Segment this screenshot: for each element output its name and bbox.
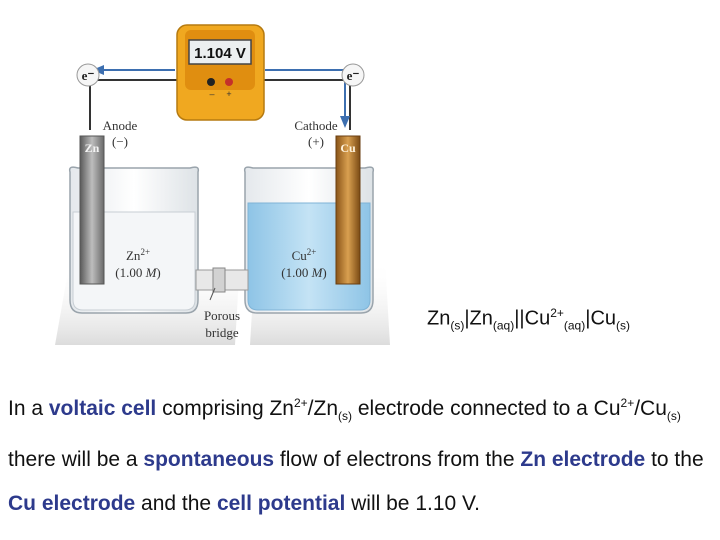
svg-text:(1.00 M): (1.00 M) — [281, 265, 327, 280]
term-zn-electrode: Zn electrode — [520, 448, 646, 472]
svg-text:Zn2+: $Zn^{2+}$ — [125, 247, 151, 263]
term-cell-potential: cell potential — [216, 492, 346, 516]
cell-notation: $Zn_{(s)}|Zn_{(aq)}||Cu^{2+}_{(aq)}|Cu_{(s)}$ — [427, 306, 631, 333]
term-voltaic-cell: voltaic cell — [48, 397, 157, 420]
electron-right — [342, 64, 364, 86]
svg-text:Porous: Porous — [203, 308, 241, 323]
svg-text:Zn: Zn — [84, 141, 100, 155]
right-electron-arrow — [265, 70, 345, 118]
svg-text:(−): (−) — [112, 134, 128, 149]
svg-text:+: + — [226, 89, 232, 99]
right-arrow-head-icon — [340, 116, 350, 128]
copper-electrode — [336, 136, 360, 284]
svg-text:(+): (+) — [308, 134, 324, 149]
svg-text:Cu2+: $Cu^{2+}$ — [291, 247, 317, 263]
svg-text:(1.00 M): (1.00 M) — [115, 265, 161, 280]
zinc-electrode — [80, 136, 104, 284]
electron-left — [77, 64, 99, 86]
svg-text:Cu: Cu — [340, 141, 356, 155]
meter-plus-terminal — [225, 78, 233, 86]
svg-text:e⁻: e⁻ — [346, 68, 360, 83]
voltmeter — [177, 25, 264, 120]
meter-minus-terminal — [207, 78, 215, 86]
explanation-paragraph: In a voltaic cell comprising $Zn^{2+}/Zn_{(s)}$ electrode connected to a $Cu^{2+}/Cu_{(s)}$ there will be a spontaneous flow of electrons from the Zn electrode to the Cu electrode and the cell potential will be 1.10 V. — [8, 396, 704, 516]
svg-text:Cathode: Cathode — [294, 118, 338, 133]
anode-label — [103, 118, 138, 149]
term-cu-electrode: Cu electrode — [8, 492, 136, 516]
svg-text:Anode: Anode — [102, 118, 138, 133]
svg-text:bridge: bridge — [205, 325, 239, 340]
cathode-label — [294, 118, 338, 149]
term-spontaneous: spontaneous — [143, 448, 275, 472]
voltmeter-reading: 1.104 V — [194, 45, 246, 62]
svg-text:–: – — [209, 89, 215, 99]
svg-text:e⁻: e⁻ — [81, 68, 95, 83]
